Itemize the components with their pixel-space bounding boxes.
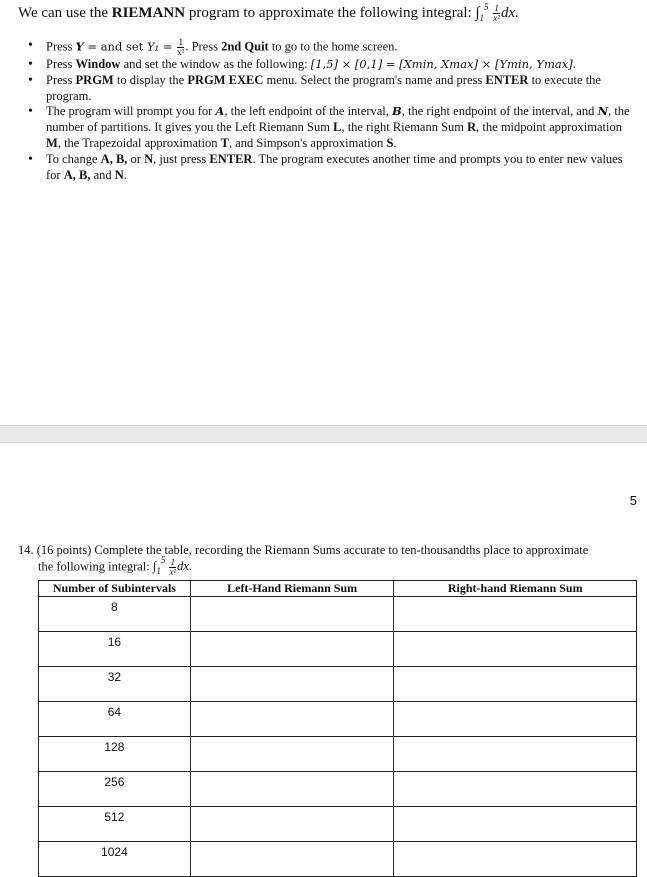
left-sum-cell[interactable] xyxy=(190,597,394,632)
question-line-1: 14. (16 points) Complete the table, recording the Riemann Sums accurate to ten-thousandths place to approximate xyxy=(18,543,589,557)
left-sum-cell[interactable] xyxy=(190,772,394,807)
right-sum-cell[interactable] xyxy=(394,597,637,632)
table-row xyxy=(39,702,637,737)
subintervals-cell: 8 xyxy=(39,597,191,632)
riemann-sum-table xyxy=(38,580,637,877)
right-sum-cell[interactable] xyxy=(394,702,637,737)
table-row xyxy=(39,667,637,702)
step-change-values: • To change A, B, or N, just press ENTER. The program executes another time and prompts you to enter new values for A, B, and N. xyxy=(28,152,633,184)
subintervals-cell: 128 xyxy=(39,737,191,772)
left-sum-cell[interactable] xyxy=(190,737,394,772)
table-header-row xyxy=(39,581,637,597)
instruction-list xyxy=(28,38,633,183)
right-sum-cell[interactable] xyxy=(394,667,637,702)
header-left-sum: Left-Hand Riemann Sum xyxy=(190,581,394,597)
question-integral: $\int_1^5$ $\frac{1}{\text{x²}}$ dx. xyxy=(152,555,193,577)
table-row xyxy=(39,737,637,772)
left-sum-cell[interactable] xyxy=(190,842,394,877)
right-sum-cell[interactable] xyxy=(394,807,637,842)
subintervals-cell: 16 xyxy=(39,632,191,667)
step-run-program: • Press PRGM to display the PRGM EXEC menu. Select the program's name and press ENTER to execute the program. xyxy=(28,73,633,105)
left-sum-cell[interactable] xyxy=(190,807,394,842)
header-subintervals: Number of Subintervals xyxy=(39,581,191,597)
integrand-fraction: $\frac{1}{\text{x²}}$ xyxy=(493,3,500,23)
subintervals-cell: 1024 xyxy=(39,842,191,877)
header-right-sum: Right-hand Riemann Sum xyxy=(394,581,637,597)
question-14 xyxy=(18,542,638,577)
table-row xyxy=(39,772,637,807)
step-set-y: • Press Y = and set Y₁ = $\frac{1}{\text{x²}}$ . Press 2nd Quit to go to the home screen. xyxy=(28,38,633,57)
subintervals-cell: 512 xyxy=(39,807,191,842)
intro-sentence xyxy=(18,1,519,23)
right-sum-cell[interactable] xyxy=(394,772,637,807)
subintervals-cell: 64 xyxy=(39,702,191,737)
integral-expression: $\int_1^5$ $\frac{1}{\text{x²}}$ dx. xyxy=(475,1,519,23)
step-program-prompts: • The program will prompt you for A, the left endpoint of the interval, B, the right endpoint of the interval, and N, the number of partitions. It gives you the Left Riemann Sum L, the right Riemann Sum R, the midpoint approximation M, the Trapezoidal approximation T, and Simpson's approximation S. xyxy=(28,104,633,151)
table-row xyxy=(39,807,637,842)
table-row xyxy=(39,632,637,667)
page-break-divider xyxy=(0,425,647,443)
page-number: 5 xyxy=(629,493,637,508)
left-sum-cell[interactable] xyxy=(190,632,394,667)
intro-rest: program to approximate the following integral: xyxy=(185,4,476,21)
left-sum-cell[interactable] xyxy=(190,702,394,737)
right-sum-cell[interactable] xyxy=(394,632,637,667)
right-sum-cell[interactable] xyxy=(394,737,637,772)
subintervals-cell: 32 xyxy=(39,667,191,702)
program-name: RIEMANN xyxy=(111,4,186,21)
left-sum-cell[interactable] xyxy=(190,667,394,702)
intro-text: We can use the xyxy=(18,4,112,21)
right-sum-cell[interactable] xyxy=(394,842,637,877)
step-set-window: • Press Window and set the window as the following: [1,5] × [0,1] = [Xmin, Xmax] × [Ymin, Ymax]. xyxy=(28,57,633,73)
question-line-2: the following integral: $\int_1^5$ $\frac{1}{\text{x²}}$ dx. xyxy=(38,555,193,577)
table-row xyxy=(39,842,637,877)
table-row xyxy=(39,597,637,632)
subintervals-cell: 256 xyxy=(39,772,191,807)
y1-fraction: $\frac{1}{\text{x²}}$ xyxy=(177,37,185,57)
